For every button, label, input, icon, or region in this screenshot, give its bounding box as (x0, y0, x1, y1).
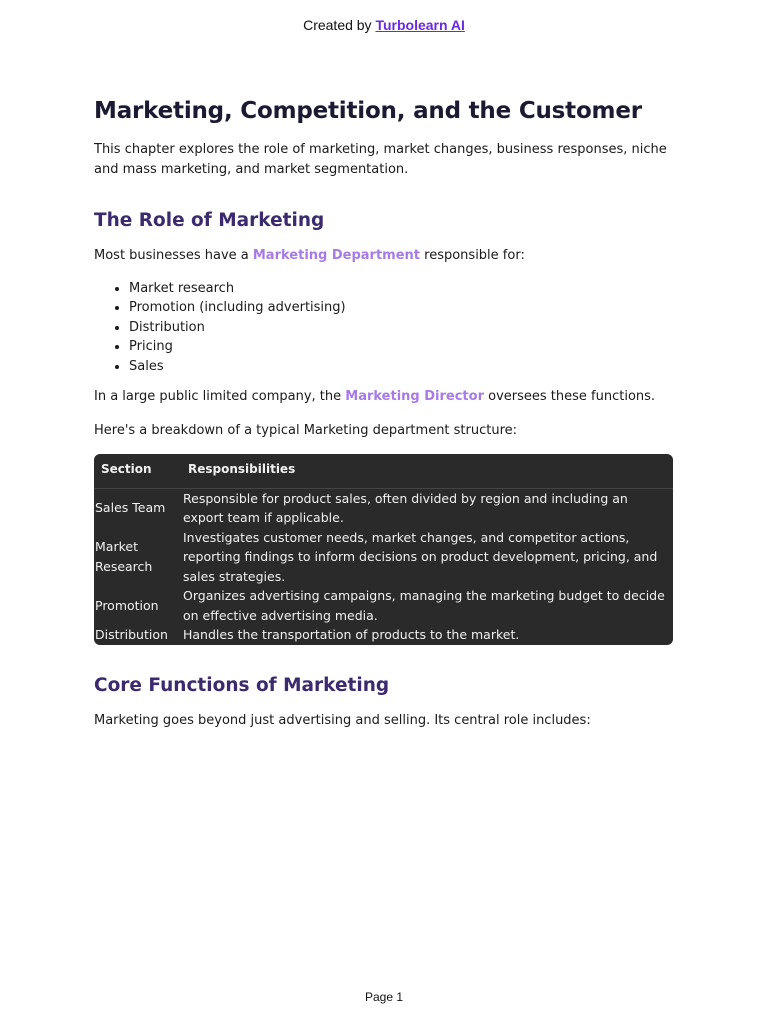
department-structure-table (94, 454, 673, 645)
document-body (94, 98, 674, 730)
credit-line (0, 17, 768, 33)
list-item: • Pricing (129, 337, 674, 357)
header-section: Section (94, 454, 181, 489)
table-row (94, 586, 673, 625)
cell-section: Market Research (95, 539, 153, 574)
cell-section: Promotion (95, 597, 159, 613)
marketing-department-paragraph (94, 246, 674, 266)
core-functions-paragraph: Marketing goes beyond just advertising and selling. Its central role includes: (94, 712, 591, 728)
cell-responsibilities: Handles the transportation of products to the market. (183, 627, 520, 642)
turbolearn-link[interactable]: Turbolearn AI (375, 17, 465, 33)
page-number: Page 1 (364, 990, 404, 1004)
heading-role-of-marketing: The Role of Marketing (94, 210, 325, 231)
cell-section: Sales Team (95, 500, 166, 516)
marketing-director-paragraph (94, 387, 674, 407)
cell-section: Distribution (95, 627, 168, 642)
credit-prefix: Created by (303, 17, 376, 33)
cell-responsibilities: Responsible for product sales, often divided by region and including an export team if applicable. (183, 490, 628, 525)
text: In a large public limited company, the (94, 389, 346, 404)
breakdown-paragraph: Here's a breakdown of a typical Marketing department structure: (94, 422, 518, 438)
highlight-marketing-department: Marketing Department (252, 248, 421, 263)
table-row (94, 489, 673, 528)
table-row (94, 625, 673, 645)
header-responsibilities: Responsibilities (181, 454, 673, 489)
cell-responsibilities: Organizes advertising campaigns, managing the marketing budget to decide on effective advertising media. (183, 588, 665, 623)
text: oversees these functions. (484, 389, 656, 404)
text: Most businesses have a (94, 248, 253, 263)
heading-core-functions: Core Functions of Marketing (94, 674, 390, 696)
table-header-row (94, 454, 673, 489)
list-item: • Market research (129, 279, 674, 299)
responsibilities-list (94, 279, 674, 377)
list-item: • Distribution (129, 318, 674, 338)
table-row (94, 528, 673, 587)
list-item: • Sales (129, 357, 674, 377)
page-title: Marketing, Competition, and the Customer (94, 98, 642, 124)
cell-responsibilities: Investigates customer needs, market changes, and competitor actions, reporting findings to inform decisions on product development, pricing, and sales strategies. (183, 529, 658, 584)
intro-paragraph: This chapter explores the role of marketing, market changes, business responses, niche and mass marketing, and market segmentation. (94, 142, 667, 177)
text: responsible for: (420, 248, 525, 263)
list-item: • Promotion (including advertising) (129, 298, 674, 318)
highlight-marketing-director: Marketing Director (345, 389, 484, 404)
